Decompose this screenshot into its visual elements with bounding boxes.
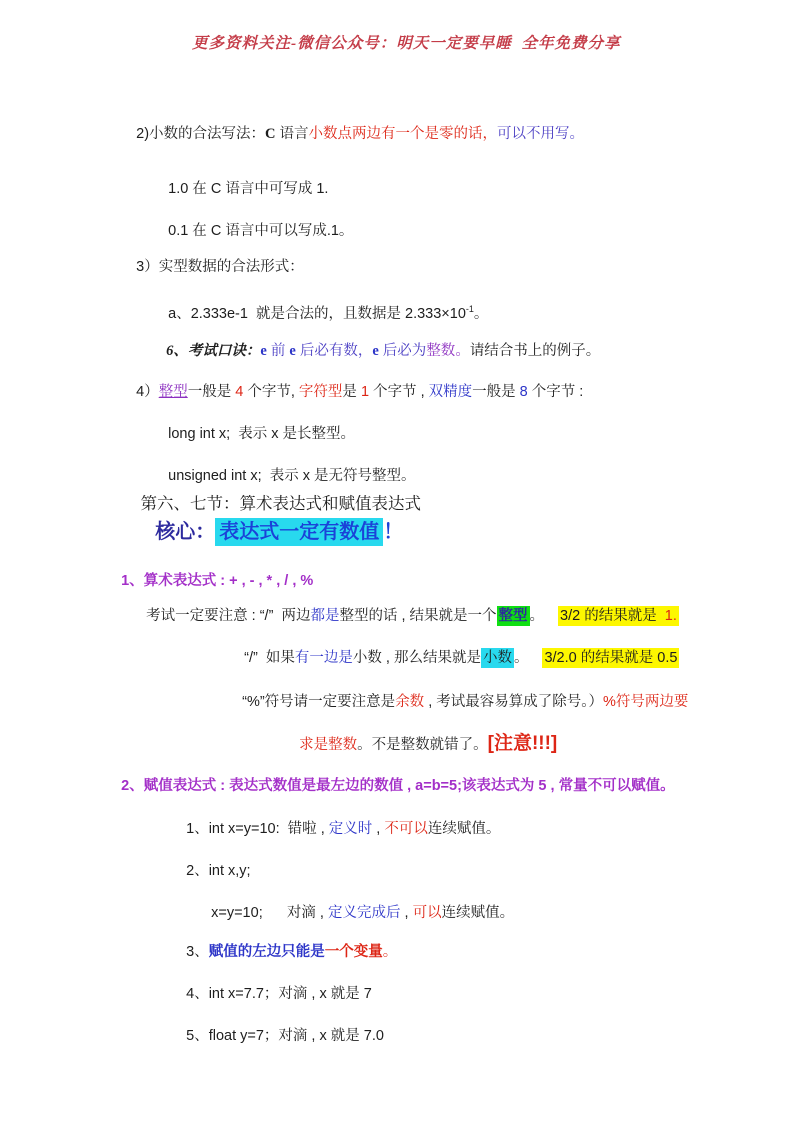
text-segment: x=y=10; 对滴 , — [211, 905, 328, 921]
text-segment: 整型的话 , 结果就是一个 — [339, 608, 497, 624]
text-segment: 。 — [529, 608, 545, 624]
text-segment: a、2.333e-1 就是合法的，且数据是 2.333×10 — [168, 305, 466, 322]
rule-decimal-writing — [120, 103, 584, 166]
text-segment: 5、float y=7；对滴 , x 就是 7.0 — [186, 1028, 384, 1044]
text-segment: 可以不用写。 — [497, 126, 585, 142]
core-label: 核心： — [155, 521, 216, 543]
text-segment: 2、赋值表达式 : 表达式数值是最左边的数值 , a=b=5;该表达式为 5 , 常量不可以赋值。 — [121, 778, 675, 794]
highlight-cyan: 小数 — [482, 650, 512, 666]
highlight-green: 整型 — [498, 608, 528, 624]
text-segment: 。 — [473, 305, 489, 322]
text-segment: 定义时 — [328, 821, 373, 837]
text-segment: 。 — [513, 650, 529, 666]
text-segment: 3、 — [186, 944, 209, 960]
text-segment: 是 — [342, 384, 361, 400]
text-segment: 。 — [455, 343, 470, 359]
text-segment: 。 — [382, 944, 398, 960]
text-segment: 3）实型数据的合法形式： — [136, 259, 304, 275]
text-segment: 前 — [266, 343, 290, 359]
text-segment: 整数 — [426, 343, 456, 359]
text-segment: long int x; 表示 x 是长整型。 — [168, 426, 356, 442]
text-segment: 有一边是 — [294, 650, 353, 666]
item5-float-7 — [170, 1005, 384, 1068]
header-note-text: 更多资料关注-微信公众号：明天一定要早睡 全年免费分享 — [192, 35, 621, 52]
highlight-yellow: 1. — [664, 608, 677, 624]
mnemonic-label: 6、考试口诀： — [166, 343, 261, 359]
text-segment: 都是 — [310, 608, 340, 624]
text-segment: 一般是 — [472, 384, 520, 400]
text-segment: 连续赋值。 — [427, 821, 501, 837]
header-note — [0, 12, 793, 75]
text-segment: , 考试最容易算成了除号。） — [424, 694, 604, 710]
text-segment: “/” 如果 — [244, 650, 295, 666]
text-segment: 2、int x,y; — [186, 863, 251, 879]
text-segment: 连续赋值。 — [441, 905, 515, 921]
notice-label: [注意!!!] — [487, 733, 558, 754]
text-segment: %符号两边要 — [603, 694, 689, 710]
text-segment: 定义完成后 — [327, 905, 401, 921]
text-segment: 小数 , 那么结果就是 — [352, 650, 481, 666]
highlight-yellow: 3/2 的结果就是 — [560, 608, 661, 624]
text-segment: 一般是 — [187, 384, 236, 400]
text-segment: ！ — [383, 521, 404, 543]
text-segment: 2)小数的合法写法： — [136, 126, 266, 142]
text-segment: 4） — [136, 384, 159, 400]
text-segment: 个字节 : — [527, 384, 588, 400]
text-segment: 1、算术表达式 : + , - , * , / , % — [121, 573, 314, 589]
text-segment: 可以 — [412, 905, 442, 921]
text-segment: e — [372, 343, 379, 359]
section-title-text: 第六、七节：算术表达式和赋值表达式 — [140, 494, 421, 513]
text-segment: 考试一定要注意 : “/” 两边 — [146, 608, 311, 624]
text-segment: 0.1 在 C 语言中可以写成.1。 — [168, 223, 354, 239]
text-segment: 1、int x=y=10: 错啦 , — [186, 821, 329, 837]
text-segment: 后必为 — [378, 343, 427, 359]
text-segment: 赋值的左边只能是 — [208, 944, 325, 960]
core-highlight: 表达式一定有数值 — [215, 518, 383, 546]
text-segment: e — [260, 343, 267, 359]
text-segment: 1.0 在 C 语言中可写成 1. — [168, 181, 329, 197]
text-segment: 个字节 , — [369, 384, 429, 400]
text-segment: 余数 — [395, 694, 425, 710]
text-segment: , — [372, 821, 385, 837]
superscript: -1 — [465, 304, 474, 314]
text-segment: 请结合书上的例子。 — [469, 343, 601, 359]
highlight-yellow: 3/2.0 的结果就是 0.5 — [544, 650, 678, 666]
text-segment: 不可以 — [384, 821, 428, 837]
text-segment: 。不是整数就错了。 — [357, 737, 488, 753]
text-segment: 求是整数 — [299, 737, 358, 753]
text-segment: 语言 — [275, 126, 309, 142]
text-segment: 8 — [519, 384, 528, 400]
text-segment: 小数点两边有一个是零的话， — [308, 126, 498, 142]
text-segment: C — [265, 126, 276, 142]
text-segment: 双精度 — [428, 384, 473, 400]
text-segment: 整型 — [158, 384, 188, 400]
text-segment: 字符型 — [298, 384, 343, 400]
text-segment: unsigned int x; 表示 x 是无符号整型。 — [168, 468, 416, 484]
text-segment: , — [400, 905, 413, 921]
text-segment: 后必有数， — [295, 343, 373, 359]
text-segment: 4 — [235, 384, 244, 400]
text-segment: e — [289, 343, 296, 359]
text-segment: 1 — [360, 384, 370, 400]
text-segment: 一个变量 — [324, 944, 383, 960]
text-segment: 4、int x=7.7；对滴 , x 就是 7 — [186, 986, 372, 1002]
text-segment: “%”符号请一定要注意是 — [242, 694, 396, 710]
text-segment: 个字节, — [243, 384, 299, 400]
